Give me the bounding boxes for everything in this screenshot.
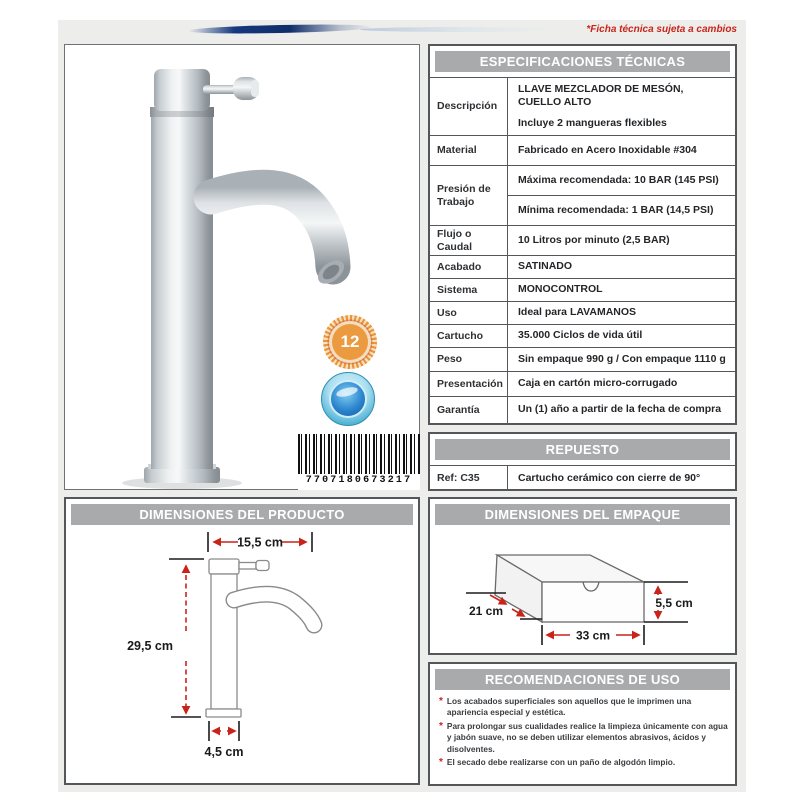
list-item	[439, 721, 728, 755]
spec-value: 10 Litros por minuto (2,5 BAR)	[518, 233, 670, 246]
spec-value-max: Máxima recomendada: 10 BAR (145 PSI)	[518, 173, 719, 186]
repuesto-row	[430, 465, 735, 489]
spec-row-garantia	[430, 396, 735, 423]
spec-row-cartucho	[430, 324, 735, 347]
dimension-width-label: 15,5 cm	[237, 535, 283, 550]
spec-label: Sistema	[430, 279, 508, 301]
repuesto-panel	[428, 432, 737, 491]
list-item	[439, 757, 728, 768]
spec-value: Fabricado en Acero Inoxidable #304	[518, 143, 697, 156]
package-dimensions-title: DIMENSIONES DEL EMPAQUE	[435, 504, 730, 525]
spec-value-min: Mínima recomendada: 1 BAR (14,5 PSI)	[508, 195, 735, 225]
disclaimer-note: *Ficha técnica sujeta a cambios	[586, 24, 737, 35]
spec-row-descripcion	[430, 77, 735, 135]
spec-label: Peso	[430, 348, 508, 371]
list-item	[439, 696, 728, 719]
asterisk-bullet-icon: *	[439, 757, 443, 769]
asterisk-bullet-icon: *	[439, 696, 443, 707]
warranty-badge-number: 12	[332, 324, 368, 360]
dimension-depth-label: 21 cm	[468, 604, 504, 618]
spec-value: Un (1) año a partir de la fecha de compra	[518, 403, 722, 416]
product-image-panel	[64, 44, 420, 490]
repuesto-title: REPUESTO	[435, 439, 730, 460]
spec-label: Cartucho	[430, 325, 508, 347]
dimension-pkg-width-label: 33 cm	[575, 628, 611, 643]
spec-row-presentacion	[430, 371, 735, 396]
spec-row-peso	[430, 347, 735, 371]
package-dimensions-drawing	[430, 529, 735, 655]
barcode-number: 7707180673217	[305, 475, 413, 486]
spec-label: Material	[430, 136, 508, 165]
spec-value: SATINADO	[518, 260, 573, 273]
product-dimensions-panel	[64, 497, 420, 785]
water-saver-badge	[321, 372, 375, 426]
faucet-body-group	[122, 69, 348, 489]
spec-label: Presentación	[430, 372, 508, 396]
recommendations-title: RECOMENDACIONES DE USO	[435, 669, 730, 690]
barcode	[298, 434, 420, 490]
spec-label: Acabado	[430, 256, 508, 278]
recommendation-text: Los acabados superficiales son aquellos que le imprimen una apariencia especial y estética.	[446, 696, 692, 718]
dimension-base-label: 4,5 cm	[204, 745, 244, 759]
product-dimensions-drawing	[66, 529, 422, 785]
asterisk-bullet-icon: *	[439, 720, 443, 732]
spec-row-uso	[430, 301, 735, 324]
specs-panel	[428, 44, 737, 425]
spec-row-flujo	[430, 225, 735, 255]
recommendation-text: El secado debe realizarse con un paño de algodón limpio.	[446, 757, 676, 768]
spec-row-sistema	[430, 278, 735, 301]
recommendation-text: Para prolongar sus cualidades realice la limpieza únicamente con agua y jabón suave, no se deben utilizar elementos abrasivos, ácidos y disolventes.	[446, 720, 728, 754]
water-drop-icon	[329, 380, 367, 418]
dimension-height-label: 29,5 cm	[127, 639, 173, 653]
specs-table	[430, 77, 735, 423]
faucet-spout	[211, 187, 333, 267]
spec-label: Flujo o Caudal	[430, 226, 508, 255]
repuesto-ref: Ref: C35	[430, 466, 508, 489]
dimension-pkg-height-label: 5,5 cm	[655, 596, 693, 610]
spec-label: Uso	[430, 302, 508, 324]
faucet-photo-illustration	[65, 45, 421, 491]
spec-value: Caja en cartón micro-corrugado	[518, 377, 678, 390]
spec-value: Sin empaque 990 g / Con empaque 1110 g	[518, 352, 726, 365]
spec-label: Descripción	[430, 78, 508, 135]
spec-value: 35.000 Ciclos de vida útil	[518, 329, 643, 342]
warranty-12-months-badge	[323, 315, 377, 369]
spec-value-line2: Incluye 2 mangueras flexibles	[518, 116, 667, 129]
spec-value: Ideal para LAVAMANOS	[518, 306, 637, 319]
package-dimensions-panel	[428, 497, 737, 655]
spec-row-presion	[430, 165, 735, 225]
specs-title: ESPECIFICACIONES TÉCNICAS	[435, 51, 730, 72]
spec-value: MONOCONTROL	[518, 283, 603, 296]
spec-value: LLAVE MEZCLADOR DE MESÓN, CUELLO ALTO	[518, 83, 684, 109]
recommendations-list	[439, 694, 728, 769]
spec-label: Garantía	[430, 397, 508, 423]
decorative-swoosh-tail	[360, 27, 560, 32]
recommendations-panel	[428, 662, 737, 786]
barcode-bars	[298, 434, 420, 474]
faucet-outline	[206, 559, 269, 717]
product-dimensions-title: DIMENSIONES DEL PRODUCTO	[71, 504, 413, 525]
spec-label: Presión de Trabajo	[430, 166, 508, 225]
repuesto-value: Cartucho cerámico con cierre de 90°	[518, 471, 701, 484]
spec-row-acabado	[430, 255, 735, 278]
spec-row-material	[430, 135, 735, 165]
